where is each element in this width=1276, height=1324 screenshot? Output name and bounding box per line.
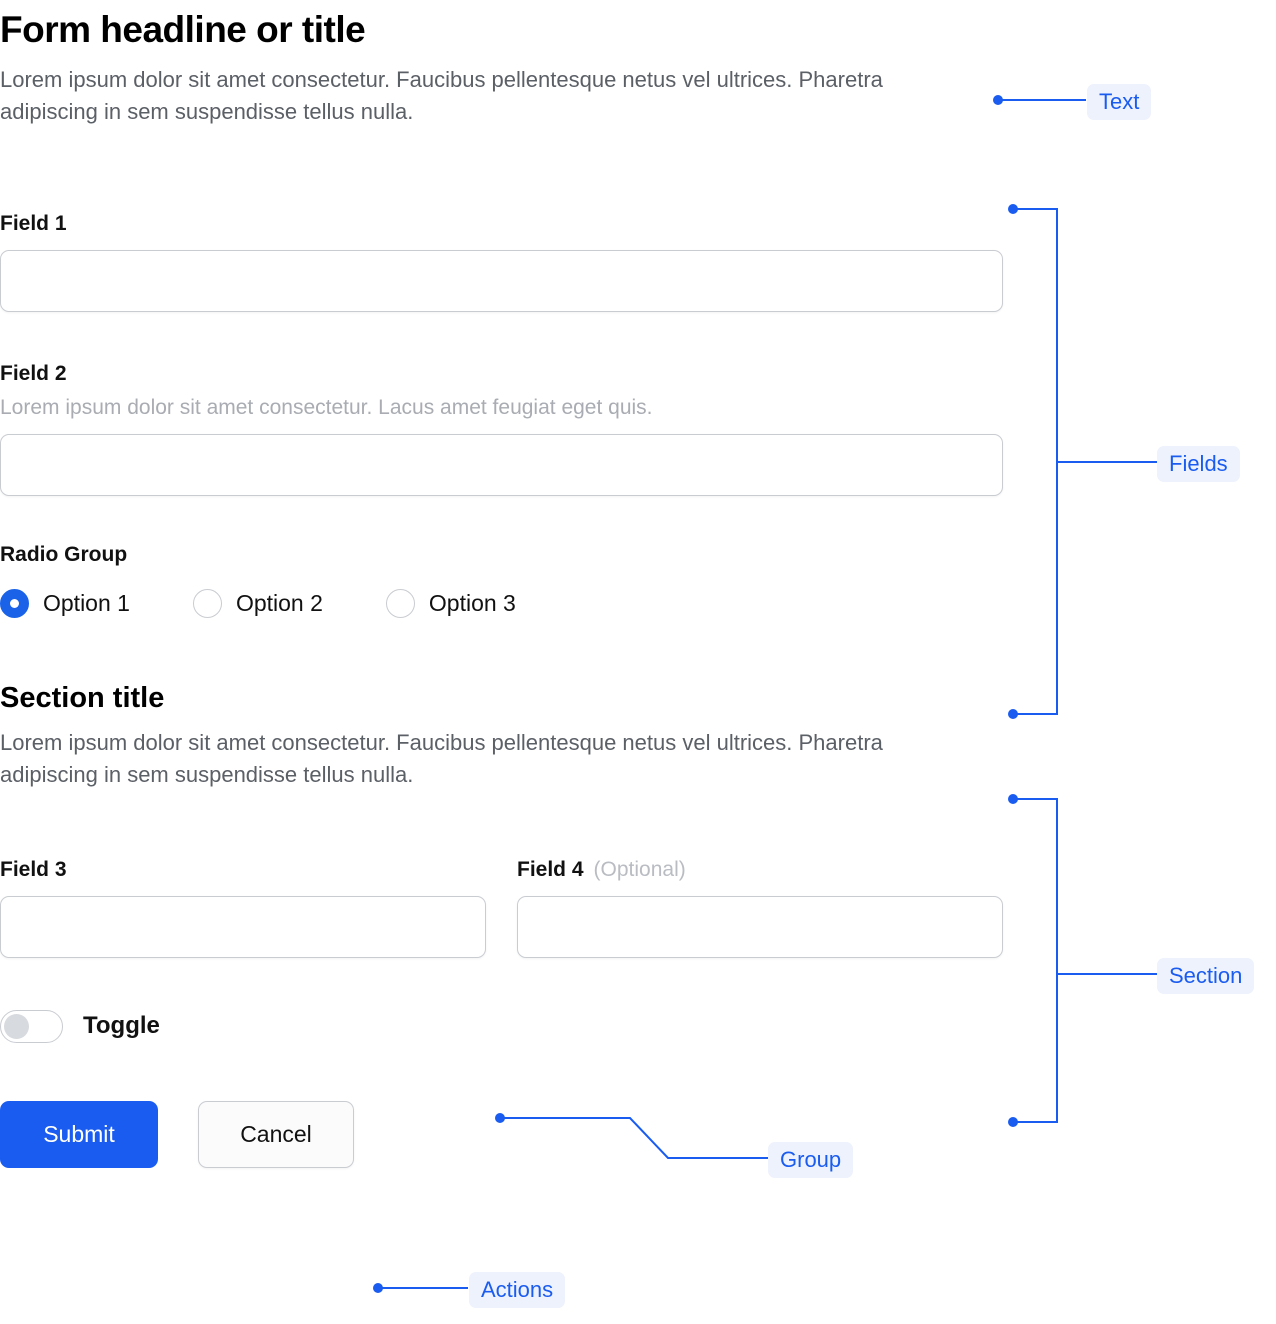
field-2-label: Field 2	[0, 362, 67, 386]
radio-options-row	[0, 589, 1004, 618]
field-3-group	[0, 858, 486, 958]
annotation-tag-actions: Actions	[469, 1272, 565, 1308]
field-4-label-text: Field 4	[517, 857, 584, 881]
toggle-row	[0, 1010, 1004, 1043]
section-title: Section title	[0, 682, 165, 715]
annotation-tag-fields: Fields	[1157, 446, 1240, 482]
radio-option-1[interactable]	[0, 589, 130, 618]
page-title: Form headline or title	[0, 9, 366, 50]
field-4-group	[517, 858, 1003, 958]
radio-option-2-label: Option 2	[235, 590, 323, 617]
form-actions	[0, 1101, 1004, 1168]
field-4-label	[517, 858, 1003, 882]
annotation-tag-text: Text	[1087, 84, 1151, 120]
radio-option-1-label: Option 1	[43, 590, 130, 617]
field-4-input[interactable]	[517, 896, 1003, 958]
field-2-input[interactable]	[0, 434, 1003, 496]
radio-selected-icon[interactable]	[0, 589, 29, 618]
submit-button[interactable]: Submit	[0, 1101, 158, 1168]
field-group-row	[0, 858, 1004, 958]
toggle-label: Toggle	[83, 1012, 160, 1040]
section-block	[0, 682, 1004, 958]
radio-option-2[interactable]	[193, 589, 323, 618]
radio-option-3[interactable]	[386, 589, 516, 618]
form-intro-text: Lorem ipsum dolor sit amet consectetur. Faucibus pellentesque netus vel ultrices. Pharetra adipiscing in sem suspendisse tellus nulla.	[0, 67, 883, 125]
radio-unselected-icon[interactable]	[193, 589, 222, 618]
radio-unselected-icon[interactable]	[386, 589, 415, 618]
field-4-optional-tag: (Optional)	[593, 857, 686, 881]
section-description: Lorem ipsum dolor sit amet consectetur. Faucibus pellentesque netus vel ultrices. Pharetra adipiscing in sem suspendisse tellus nulla.	[0, 730, 883, 788]
field-2-help-text: Lorem ipsum dolor sit amet consectetur. Lacus amet feugiat eget quis.	[0, 396, 653, 420]
toggle-switch[interactable]	[0, 1010, 63, 1043]
radio-group	[0, 543, 1004, 618]
field-3-input[interactable]	[0, 896, 486, 958]
cancel-button[interactable]: Cancel	[198, 1101, 354, 1168]
toggle-knob-icon	[4, 1014, 29, 1039]
field-2-group	[0, 362, 1004, 496]
annotation-tag-group: Group	[768, 1142, 853, 1178]
radio-group-label: Radio Group	[0, 543, 128, 567]
field-3-label: Field 3	[0, 857, 67, 881]
radio-option-3-label: Option 3	[428, 590, 516, 617]
field-1-group	[0, 212, 1004, 312]
annotation-tag-section: Section	[1157, 958, 1254, 994]
field-1-label: Field 1	[0, 212, 67, 236]
field-1-input[interactable]	[0, 250, 1003, 312]
